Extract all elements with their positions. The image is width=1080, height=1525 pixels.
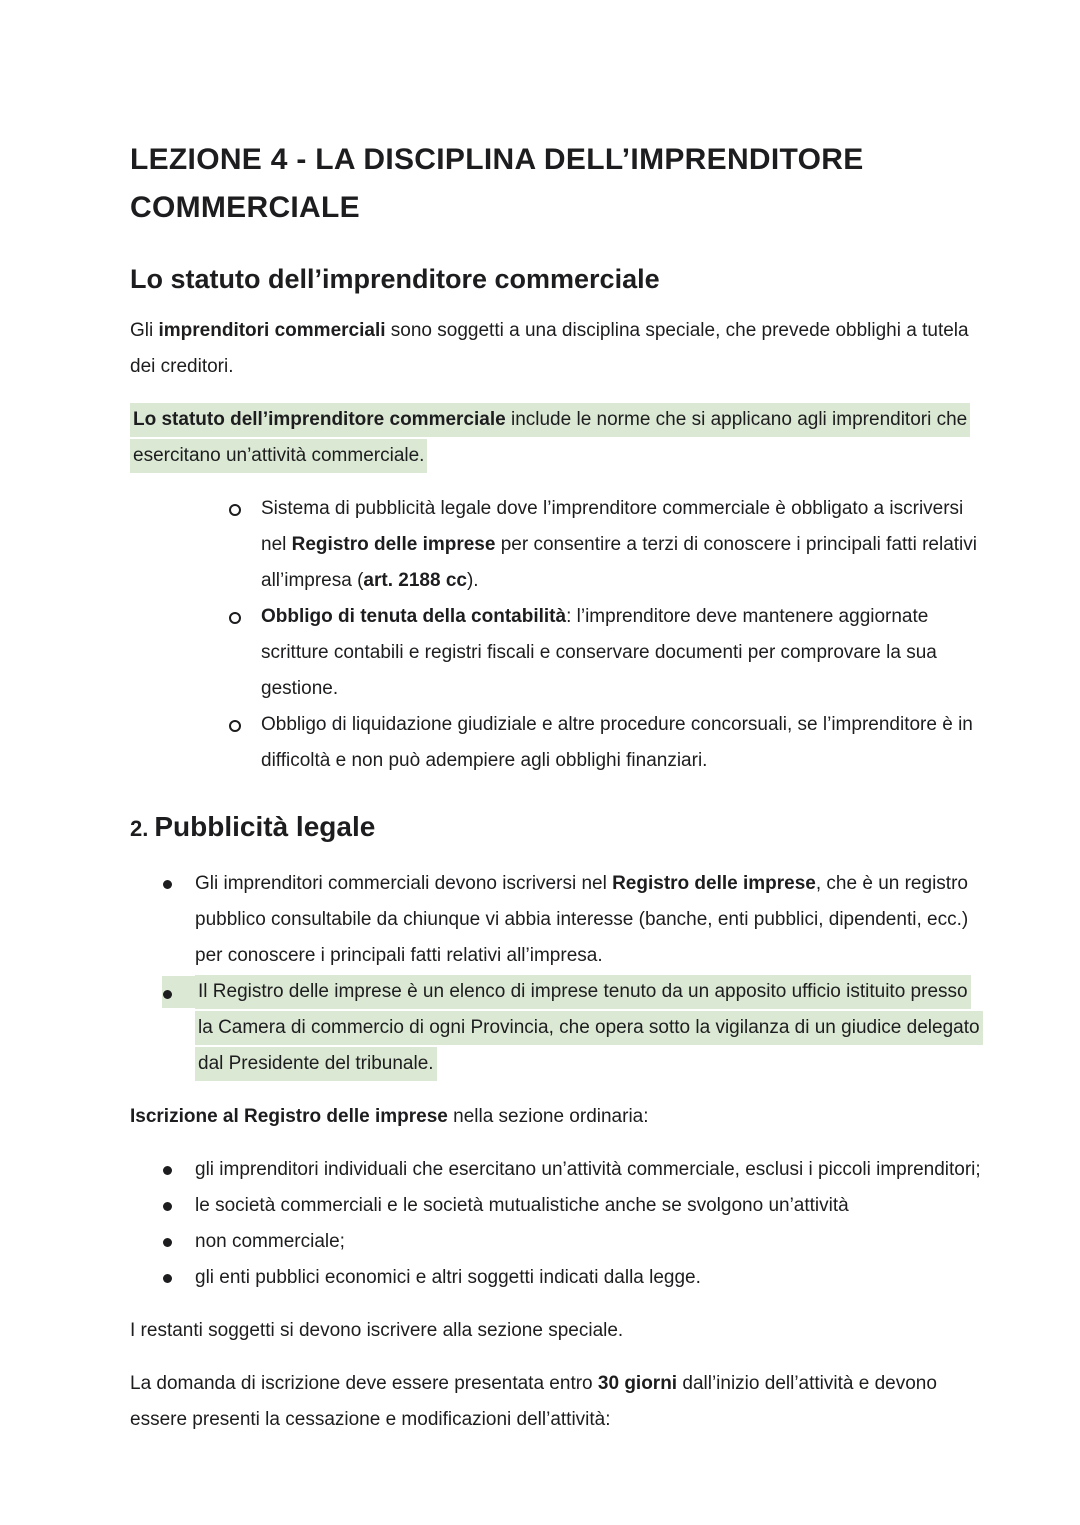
list-item-text	[195, 1224, 984, 1260]
text-run: sono soggetti a una disciplina speciale, che prevede obblighi a tutela dei creditori.	[130, 320, 969, 377]
text-runs	[130, 1320, 623, 1341]
text-run: Obbligo di tenuta della contabilità	[261, 606, 567, 627]
section-heading-numbered	[130, 809, 984, 849]
paragraph	[130, 402, 984, 474]
list-item-text	[195, 1260, 984, 1296]
bullet-icon	[162, 1260, 195, 1296]
list-item	[228, 599, 984, 707]
list-item-text	[261, 599, 984, 707]
list-item	[228, 707, 984, 779]
text-run: Obbligo di liquidazione giudiziale e altre procedure concorsuali, se l’imprenditore è in difficoltà e non può adempiere agli obblighi finanziari.	[261, 714, 973, 771]
section-heading-text: Pubblicità legale	[154, 811, 376, 842]
bullet-icon	[162, 1224, 195, 1260]
text-runs	[195, 873, 968, 966]
bullet-icon	[228, 599, 261, 635]
text-run: Il Registro delle imprese è un elenco di imprese tenuto da un apposito ufficio istituito presso la Camera di commercio di ogni Provincia, che opera sotto la vigilanza di un giudice delegato dal Presidente del tribunale.	[198, 981, 980, 1074]
list-item-text	[195, 974, 984, 1082]
text-run: Gli	[130, 320, 159, 341]
text-run: 30 giorni	[597, 1373, 678, 1394]
text-run: : l’imprenditore deve mantenere aggiornate scritture contabili e registri fiscali e conservare documenti per comprovare la sua gestione.	[261, 606, 937, 699]
bullet-icon	[162, 1188, 195, 1224]
text-runs	[130, 320, 969, 377]
text-run: ).	[466, 570, 479, 591]
text-runs	[261, 606, 937, 699]
paragraph	[130, 1366, 984, 1438]
section-heading: Lo statuto dell’imprenditore commerciale	[130, 264, 660, 294]
bullet-list	[130, 491, 984, 779]
bullet-icon	[228, 491, 261, 527]
text-run: non commerciale;	[195, 1231, 345, 1252]
bullet-list	[130, 1152, 984, 1296]
bullet-icon	[162, 976, 195, 1008]
list-item-text	[195, 1188, 984, 1224]
list-item	[162, 866, 984, 974]
list-item	[162, 1224, 984, 1260]
text-run: gli enti pubblici economici e altri soggetti indicati dalla legge.	[195, 1267, 701, 1288]
document-content	[130, 136, 984, 1438]
bullet-icon	[162, 1152, 195, 1188]
bullet-icon	[162, 866, 195, 902]
list-item-text	[195, 1152, 984, 1188]
bullet-icon	[228, 707, 261, 743]
paragraph	[130, 313, 984, 385]
text-runs	[195, 1159, 981, 1180]
paragraph	[130, 1099, 984, 1135]
text-runs	[130, 1106, 649, 1127]
text-runs	[195, 975, 983, 1081]
text-run: le società commerciali e le società mutualistiche anche se svolgono un’attività	[195, 1195, 849, 1216]
bullet-list	[130, 866, 984, 1082]
list-item	[162, 974, 984, 1082]
list-item-text	[195, 866, 984, 974]
text-runs	[195, 1267, 701, 1288]
text-runs	[195, 1231, 345, 1252]
text-run: , che è un registro pubblico consultabile da chiunque vi abbia interesse (banche, enti pubblici, dipendenti, ecc.) per conoscere i principali fatti relativi all’impresa.	[195, 873, 969, 966]
text-run: include le norme che si applicano agli imprenditori che esercitano un’attività commerciale.	[133, 409, 968, 466]
list-item	[228, 491, 984, 599]
list-item	[162, 1152, 984, 1188]
text-runs	[130, 403, 970, 473]
text-run: Registro delle imprese	[291, 534, 496, 555]
text-runs	[261, 498, 977, 591]
text-run: imprenditori commerciali	[158, 320, 386, 341]
text-run: Lo statuto dell’imprenditore commerciale	[133, 409, 506, 430]
text-run: Gli imprenditori commerciali devono iscriversi nel	[195, 873, 613, 894]
list-item	[162, 1260, 984, 1296]
text-run: I restanti soggetti si devono iscrivere alla sezione speciale.	[130, 1320, 624, 1341]
text-run: per consentire a terzi di conoscere i principali fatti relativi all’impresa (	[261, 534, 977, 591]
section-number: 2.	[130, 816, 149, 841]
text-run: dall’inizio dell’attività e devono essere presenti la cessazione e modificazioni dell’attività:	[130, 1373, 937, 1430]
text-runs	[195, 1195, 849, 1216]
text-runs	[130, 1373, 937, 1430]
list-item-text	[261, 491, 984, 599]
text-run: La domanda di iscrizione deve essere presentata entro	[130, 1373, 598, 1394]
text-runs	[261, 714, 973, 771]
text-run: nella sezione ordinaria:	[447, 1106, 649, 1127]
list-item	[162, 1188, 984, 1224]
text-run: Registro delle imprese	[612, 873, 816, 894]
text-run: gli imprenditori individuali che esercitano un’attività commerciale, esclusi i piccoli imprenditori;	[195, 1159, 981, 1180]
text-run: Sistema di pubblicità legale dove l’imprenditore commerciale è obbligato a iscriversi nel	[261, 498, 964, 555]
list-item-text	[261, 707, 984, 779]
text-run: Iscrizione al Registro delle imprese	[130, 1106, 448, 1127]
paragraph	[130, 1313, 984, 1349]
page-title: LEZIONE 4 - LA DISCIPLINA DELL’IMPRENDITORE COMMERCIALE	[130, 143, 864, 224]
text-run: art. 2188 cc	[363, 570, 467, 591]
